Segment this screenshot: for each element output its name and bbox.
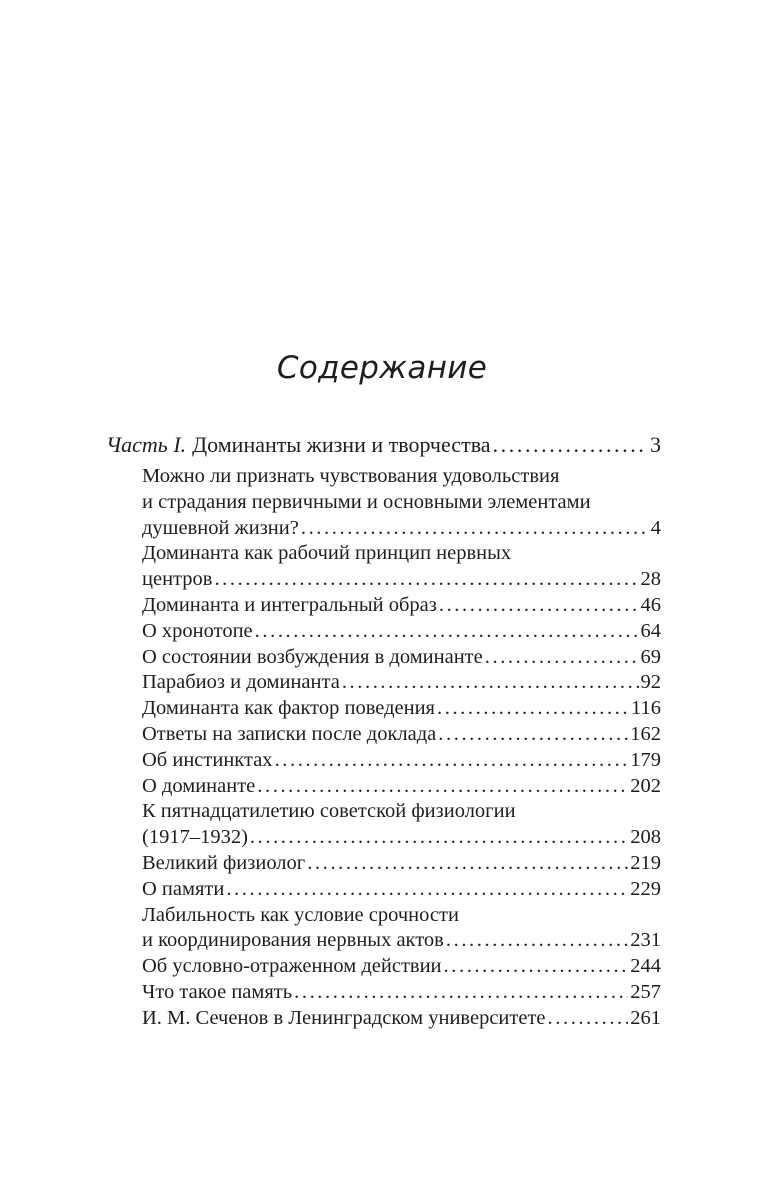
entry-title-line: Что такое память xyxy=(142,980,293,1003)
toc-entry[interactable] xyxy=(142,645,661,671)
entry-final-line xyxy=(142,954,661,980)
entry-title-line: Ответы на записки после доклада xyxy=(142,722,437,745)
entry-title-line: (1917–1932) xyxy=(142,826,248,849)
page-number: 208 xyxy=(630,826,661,849)
dot-leader xyxy=(342,670,639,696)
page-number: 116 xyxy=(631,697,661,720)
page-number: 202 xyxy=(630,774,661,797)
entry-final-line xyxy=(142,516,661,542)
dot-leader xyxy=(444,954,629,980)
page-number: 179 xyxy=(630,748,661,771)
page-number: 261 xyxy=(630,1006,661,1029)
dot-leader xyxy=(255,619,639,645)
page-number: 219 xyxy=(630,851,661,874)
dot-leader xyxy=(214,567,638,593)
entry-title-line: Можно ли признать чувствования удовольствия xyxy=(142,465,560,487)
entry-title-line: О хронотопе xyxy=(142,619,253,642)
dot-leader xyxy=(439,593,639,619)
entry-final-line xyxy=(142,593,661,619)
toc-entry[interactable] xyxy=(142,748,661,774)
dot-leader xyxy=(301,516,649,542)
toc-entry[interactable] xyxy=(142,722,661,748)
page-number: 3 xyxy=(650,432,661,457)
entry-final-line xyxy=(142,877,661,903)
entry-title-line: центров xyxy=(142,568,213,591)
entry-title-line: Об условно-отраженном действии xyxy=(142,955,442,978)
dot-leader xyxy=(485,645,639,671)
page-number: 229 xyxy=(630,877,661,900)
part-label: Часть I. xyxy=(106,432,187,457)
dot-leader xyxy=(275,748,629,774)
entry-title-line: Лабильность как условие срочности xyxy=(142,903,459,926)
page-title: Содержание xyxy=(276,350,488,386)
table-of-contents xyxy=(106,430,661,1032)
toc-entry[interactable] xyxy=(142,980,661,1006)
page-number: 46 xyxy=(640,593,661,616)
toc-entry[interactable] xyxy=(142,464,661,541)
toc-entry[interactable] xyxy=(142,774,661,800)
toc-entry[interactable] xyxy=(142,1006,661,1032)
page-number: 257 xyxy=(630,980,661,1003)
dot-leader xyxy=(438,722,628,748)
entry-title-line: Доминанта и интегральный образ xyxy=(142,593,437,616)
entry-title-line: О доминанте xyxy=(142,774,256,797)
entry-final-line xyxy=(142,696,661,722)
dot-leader xyxy=(493,430,648,460)
entry-final-line xyxy=(142,851,661,877)
toc-entry[interactable] xyxy=(142,799,661,851)
entry-final-line xyxy=(142,980,661,1006)
page-number: 28 xyxy=(640,568,661,591)
page-number: 231 xyxy=(630,929,661,952)
dot-leader xyxy=(307,851,628,877)
page-number: 162 xyxy=(630,722,661,745)
entry-title-line: душевной жизни? xyxy=(142,516,299,539)
entry-title-line: И. М. Сеченов в Ленинградском университете xyxy=(142,1006,546,1029)
toc-entry[interactable] xyxy=(142,670,661,696)
dot-leader xyxy=(250,825,628,851)
entry-final-line xyxy=(142,645,661,671)
toc-entry[interactable] xyxy=(142,696,661,722)
entry-title-line: Великий физиолог xyxy=(142,851,306,874)
entry-final-line xyxy=(142,748,661,774)
entry-title-line: Доминанта как фактор поведения xyxy=(142,697,435,720)
entry-final-line xyxy=(142,567,661,593)
page-number: 4 xyxy=(650,516,661,539)
entry-title-line: Об инстинктах xyxy=(142,748,273,771)
entry-title-line: К пятнадцатилетию советской физиологии xyxy=(142,800,516,823)
toc-entry[interactable] xyxy=(142,593,661,619)
dot-leader xyxy=(437,696,629,722)
dot-leader xyxy=(548,1006,629,1032)
entry-final-line xyxy=(142,670,661,696)
dot-leader xyxy=(294,980,628,1006)
entry-final-line xyxy=(142,722,661,748)
entry-title-line: О состоянии возбуждения в доминанте xyxy=(142,645,483,668)
entry-title-line: и страдания первичными и основными элементами xyxy=(142,490,591,513)
entry-title-line: О памяти xyxy=(142,877,225,900)
toc-part-entry[interactable] xyxy=(106,430,661,460)
dot-leader xyxy=(226,877,628,903)
toc-entry[interactable] xyxy=(142,851,661,877)
part-title: Доминанты жизни и творчества xyxy=(192,432,491,457)
toc-entry[interactable] xyxy=(142,877,661,903)
toc-entry[interactable] xyxy=(142,903,661,955)
toc-entry[interactable] xyxy=(142,619,661,645)
toc-entry[interactable] xyxy=(142,541,661,593)
entry-title-line: Парабиоз и доминанта xyxy=(142,671,340,694)
page-number: 244 xyxy=(630,955,661,978)
entry-final-line xyxy=(142,928,661,954)
page-number: 69 xyxy=(640,645,661,668)
entry-final-line xyxy=(142,619,661,645)
dot-leader xyxy=(446,928,628,954)
dot-leader xyxy=(257,774,628,800)
entry-final-line xyxy=(142,1006,661,1032)
toc-entry[interactable] xyxy=(142,954,661,980)
toc-entries xyxy=(106,464,661,1032)
entry-title-line: и координирования нервных актов xyxy=(142,929,444,952)
entry-final-line xyxy=(142,774,661,800)
page-number: 92 xyxy=(640,671,661,694)
entry-title-line: Доминанта как рабочий принцип нервных xyxy=(142,542,512,565)
entry-final-line xyxy=(142,825,661,851)
page-number: 64 xyxy=(640,619,661,642)
